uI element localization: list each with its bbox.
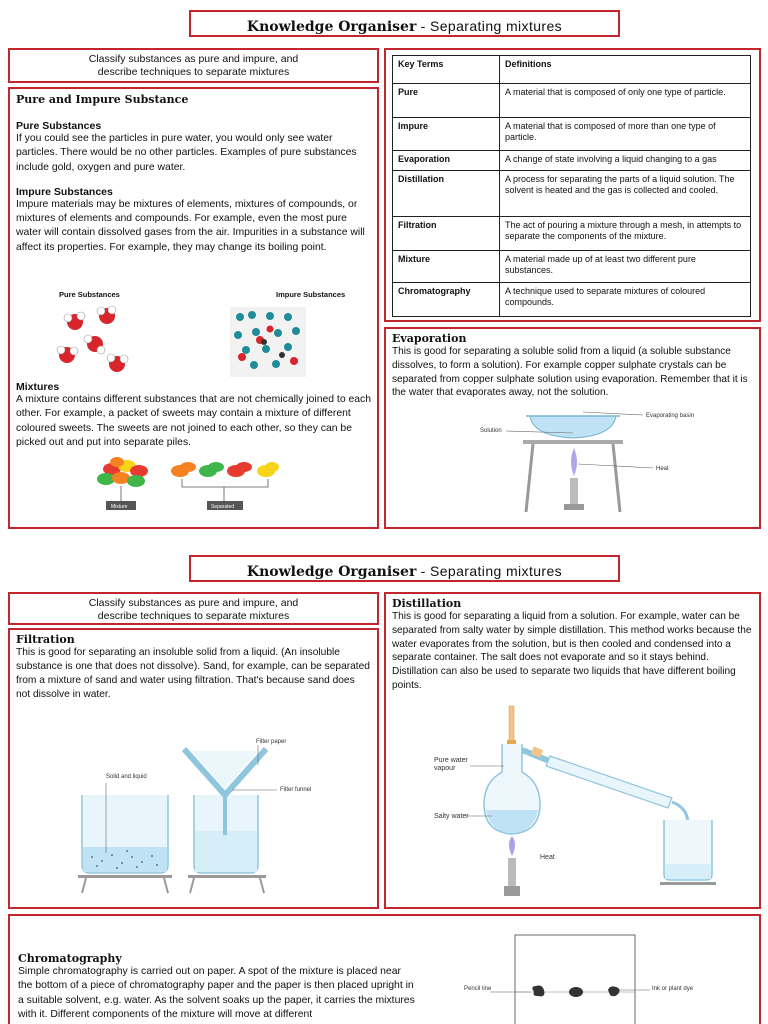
impure-particles-diagram (230, 307, 306, 377)
impure-substances-text: Impure materials may be mixtures of elements, mixtures of compounds, or mixtures of elements and compounds. For example, even the most pure water will contain dissolved gases from the air. Impurities in a substance will affect its properties. For example, they may change its boiling point. (16, 198, 365, 253)
mixtures-section (16, 381, 374, 450)
chromatography-diagram (460, 930, 720, 1024)
label-pure-water: Pure water (434, 757, 468, 764)
definition-cell: A material that is composed of more than one type of particle. (500, 118, 751, 151)
definition-cell: A process for separating the parts of a liquid solution. The solvent is heated and the gas is collected and cooled. (500, 171, 751, 217)
label-distillation-heat: Heat (540, 854, 555, 861)
chromatography-heading: Chromatography (18, 952, 122, 965)
impure-diagram-label: Impure Substances (276, 290, 346, 299)
term-cell: Mixture (393, 251, 500, 283)
table-row (393, 171, 751, 217)
key-terms-table (392, 55, 751, 317)
label-filter-paper: Filter paper (256, 739, 287, 745)
definition-cell: A change of state involving a liquid changing to a gas (500, 151, 751, 171)
pure-particles-diagram (55, 300, 145, 380)
page2-title-box (189, 555, 620, 582)
evaporation-heading: Evaporation (392, 332, 467, 345)
label-vapour: vapour (434, 765, 456, 772)
separated-tag: Separated (211, 504, 235, 510)
page1-intro-text: Classify substances as pure and impure, and describe techniques to separate mixtures (88, 53, 299, 78)
distillation-diagram (432, 704, 732, 904)
pure-diagram-label: Pure Substances (59, 290, 120, 299)
definition-cell: A technique used to separate mixtures of coloured compounds. (500, 283, 751, 317)
page2-intro-text: Classify substances as pure and impure, and describe techniques to separate mixtures (88, 597, 299, 622)
pure-substances-text: If you could see the particles in pure water, you would only see water particles. There would be no other particles. Examples of pure substances include gold, oxygen and pure water. (16, 133, 357, 173)
page1-title-box (189, 10, 620, 37)
label-pencil-line: Pencil line (464, 986, 492, 992)
label-solid-and-liquid: Solid and liquid (106, 774, 147, 780)
mixture-tag: Mixture (111, 504, 128, 510)
term-cell: Impure (393, 118, 500, 151)
mixtures-text: A mixture contains different substances that are not chemically joined to each other. For example, a packet of sweets may contain a mixture of different coloured sweets. The sweets are not joined to each other, so they can be picked out and put into separate piles. (16, 394, 372, 448)
chromatography-text: Simple chromatography is carried out on paper. A spot of the mixture is placed near the bottom of a piece of chromatography paper and the paper is then placed upright in a suitable solvent, e.g. water. As the solvent soaks up the paper, it carries the mixtures with it. Different components of the mixture will move at different (18, 966, 415, 1020)
page2-title-bold: Knowledge Organiser (246, 564, 417, 580)
term-cell: Pure (393, 84, 500, 118)
definition-cell: The act of pouring a mixture through a mesh, in attempts to separate the components of the mixture. (500, 217, 751, 251)
table-row (393, 217, 751, 251)
table-row (393, 118, 751, 151)
key-terms-header-row (393, 56, 751, 84)
label-heat: Heat (656, 466, 669, 472)
filtration-heading: Filtration (16, 633, 75, 646)
label-ink-or-plant-dye: Ink or plant dye (652, 986, 694, 992)
key-terms-header-def: Definitions (500, 56, 751, 84)
definition-cell: A material made up of at least two different pure substances. (500, 251, 751, 283)
page1-title-rest: - Separating mixtures (416, 18, 563, 34)
evaporation-diagram (478, 402, 718, 522)
term-cell: Filtration (393, 217, 500, 251)
impure-substances-heading: Impure Substances (16, 185, 113, 198)
table-row (393, 84, 751, 118)
distillation-text: This is good for separating a liquid from a solution. For example, water can be separated from salty water by simple distillation. This method works because the water evaporates from the solution, but is then cooled and condensed into a separate container. The salt does not evaporate and so it stays behind. Distillation can also be used to separate two liquids that have different boiling points. (392, 611, 752, 692)
sweets-diagram (92, 457, 282, 515)
term-cell: Evaporation (393, 151, 500, 171)
table-row (393, 151, 751, 171)
page2-intro-box (8, 592, 379, 625)
filtration-text: This is good for separating an insoluble solid from a liquid. (An insoluble substance is one that does not dissolve). Sand, for example, can be separated from a mixture of sand and water using filtration. That's because sand does not dissolve in water. (16, 647, 370, 700)
table-row (393, 251, 751, 283)
page1-title-bold: Knowledge Organiser (246, 19, 417, 35)
label-filter-funnel: Filter funnel (280, 787, 312, 793)
table-row (393, 283, 751, 317)
definition-cell: A material that is composed of only one type of particle. (500, 84, 751, 118)
distillation-heading: Distillation (392, 597, 462, 610)
page2-title-rest: - Separating mixtures (416, 563, 563, 579)
term-cell: Chromatography (393, 283, 500, 317)
evaporation-text: This is good for separating a soluble solid from a liquid (a soluble substance dissolves, to form a solution). For example copper sulphate crystals can be separated from copper sulphate solution using evaporation. Remember that it is the water that evaporates away, not the solution. (392, 346, 748, 399)
mixtures-heading: Mixtures (16, 381, 60, 393)
filtration-diagram (72, 735, 342, 895)
key-terms-header-term: Key Terms (393, 56, 500, 84)
label-solution: Solution (480, 428, 502, 434)
page1-intro-box (8, 48, 379, 83)
label-salty-water: Salty water (434, 813, 469, 820)
term-cell: Distillation (393, 171, 500, 217)
label-evaporating-basin: Evaporating basin (646, 413, 695, 419)
pure-impure-heading: Pure and Impure Substance (16, 93, 189, 106)
pure-substances-heading: Pure Substances (16, 120, 102, 132)
